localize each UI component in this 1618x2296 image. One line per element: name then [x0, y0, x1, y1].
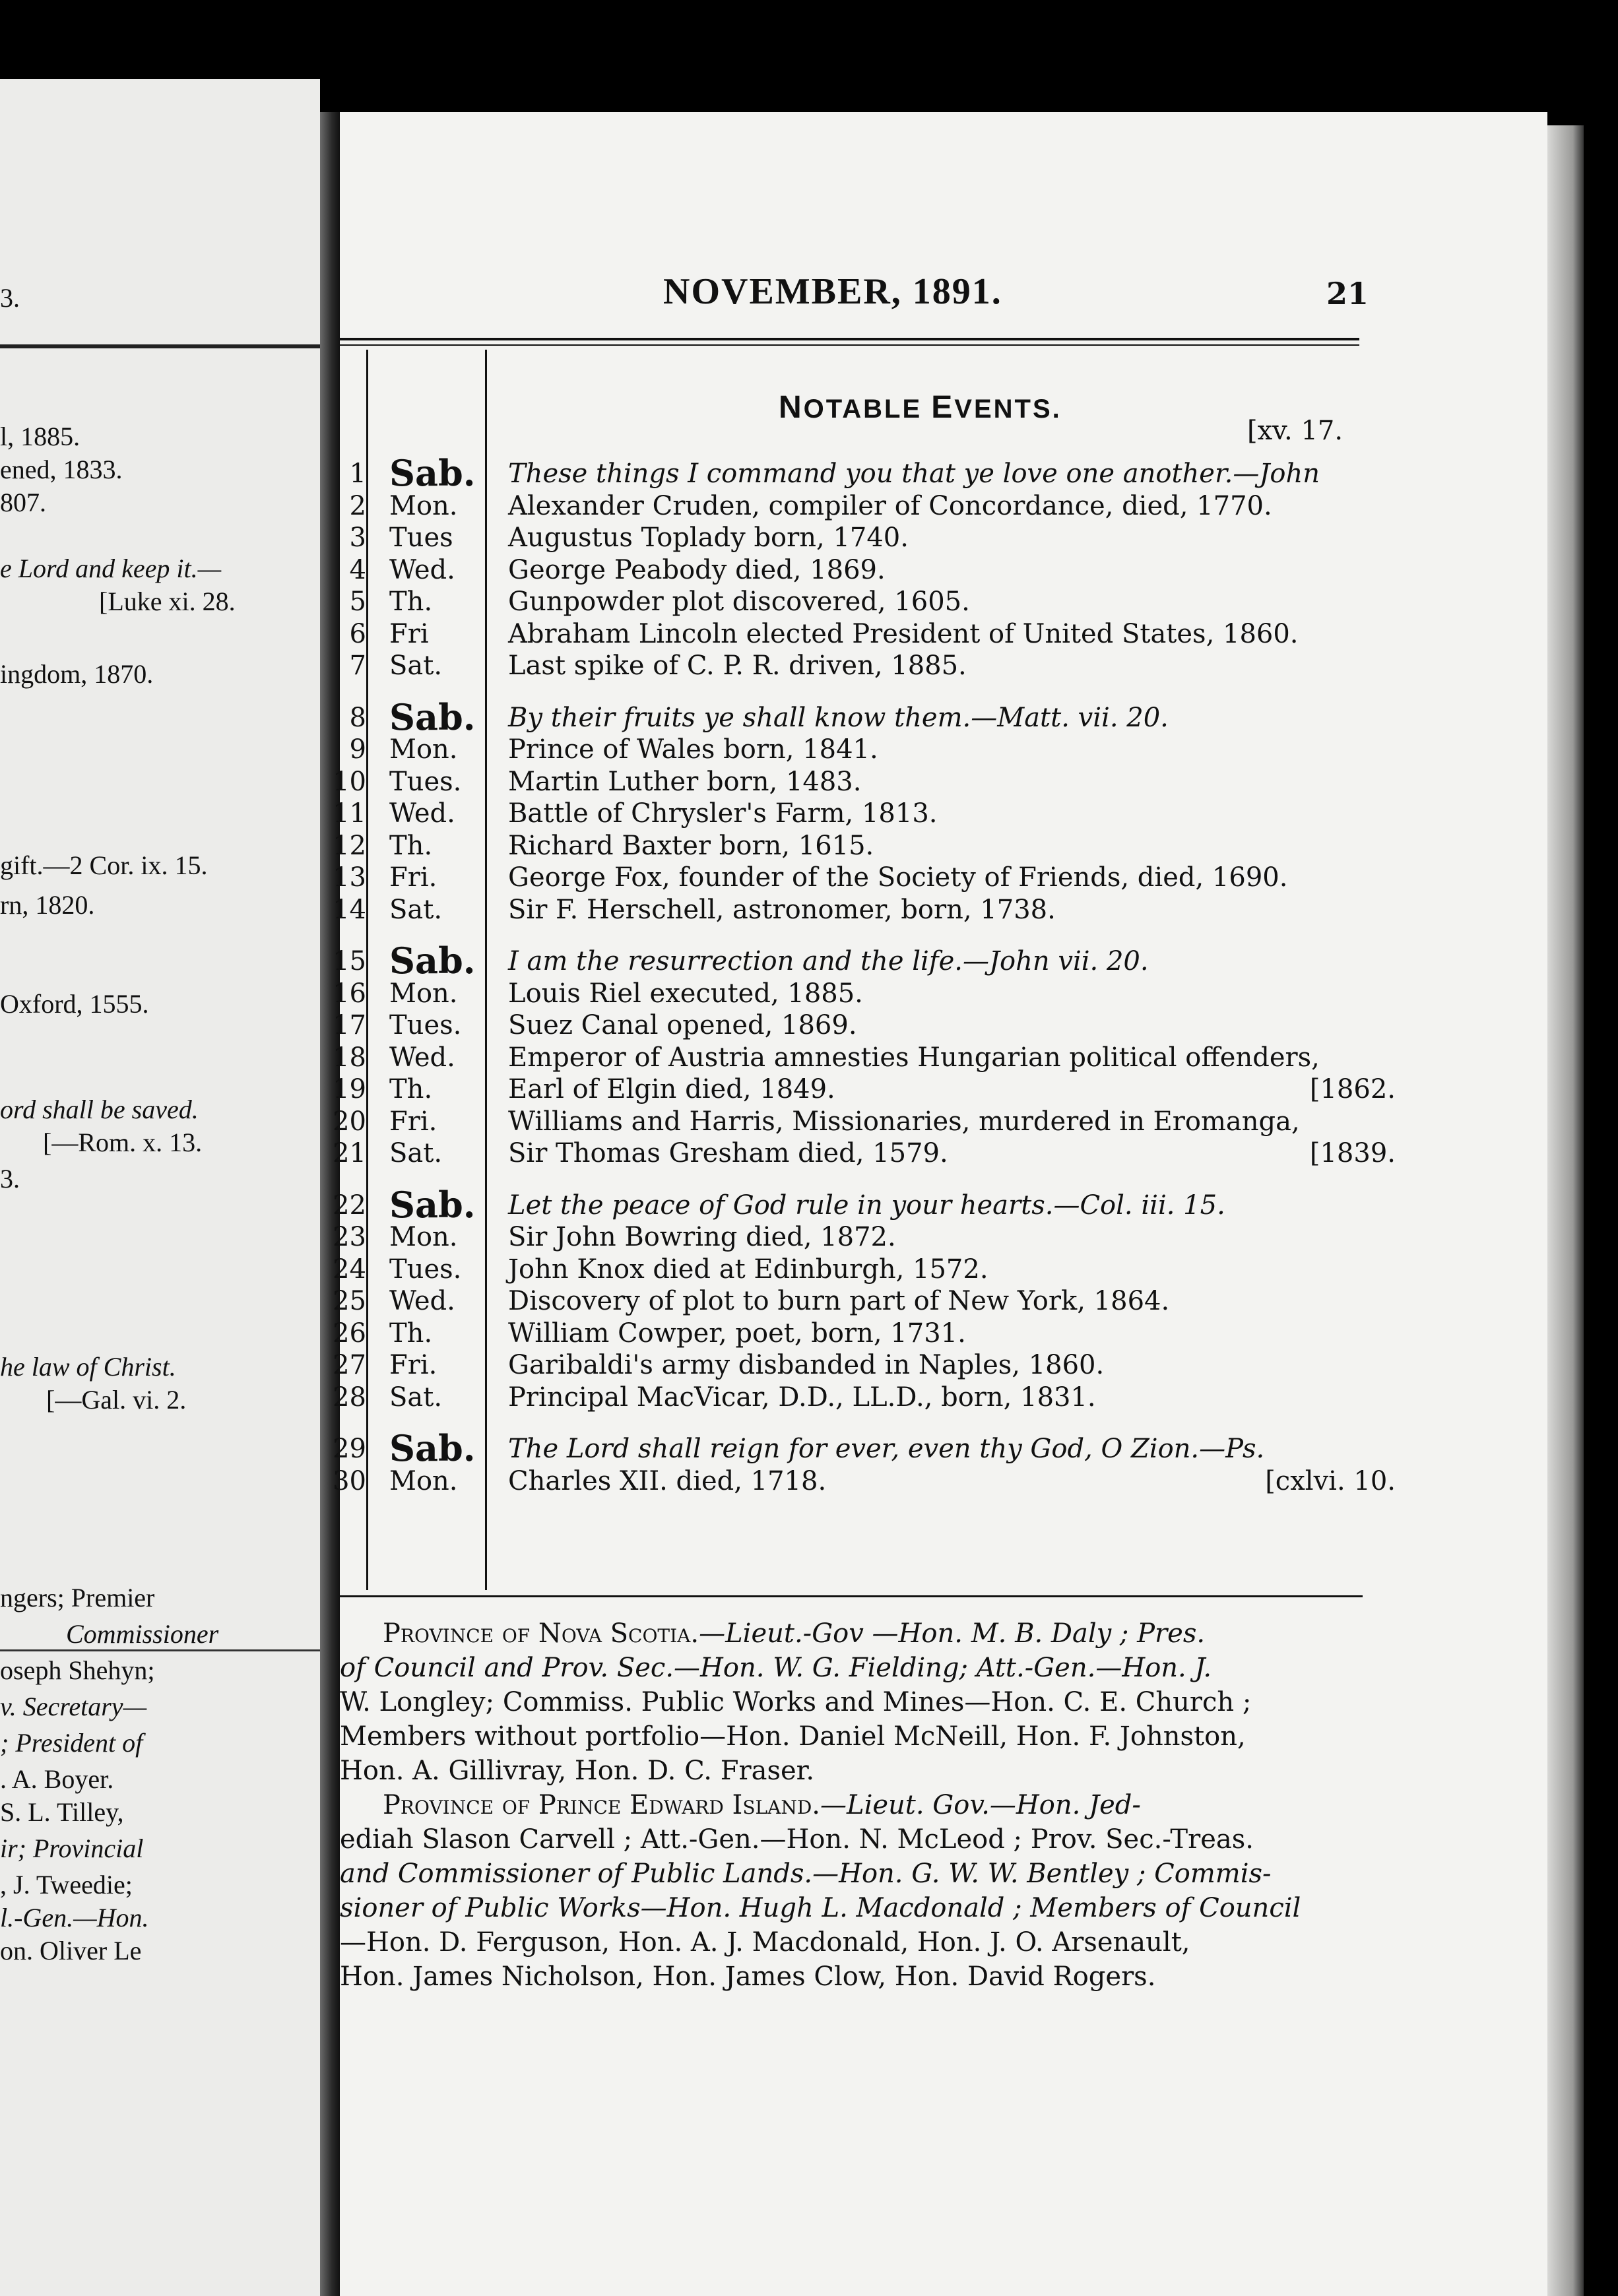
day-number: 28 — [333, 1382, 366, 1413]
page-number: 21 — [1326, 276, 1369, 311]
event-row — [340, 619, 1396, 651]
weekday-label: Wed. — [389, 1042, 455, 1073]
event-row — [340, 696, 1396, 738]
event-row — [340, 523, 1396, 554]
event-text: George Peabody died, 1869. — [508, 555, 886, 585]
scripture-text: By their fruits ye shall know them.—Matt. vii. 20. — [508, 703, 1169, 733]
event-row — [333, 1138, 1396, 1170]
event-row — [333, 1042, 1396, 1074]
weekday-label: Th. — [389, 1318, 433, 1349]
event-row — [333, 1350, 1396, 1382]
weekday-label: Th. — [389, 1074, 433, 1104]
event-text: Louis Riel executed, 1885. — [508, 978, 863, 1009]
sabbath-label: Sab. — [389, 1427, 476, 1469]
previous-page-line: ir; Provincial — [0, 1834, 144, 1863]
weekday-label: Mon. — [389, 1222, 458, 1252]
event-text: Williams and Harris, Missionaries, murdered in Eromanga, — [508, 1106, 1300, 1137]
previous-page-line: ingdom, 1870. — [0, 659, 154, 689]
scripture-text: I am the resurrection and the life.—John vii. 20. — [508, 946, 1149, 976]
event-row — [333, 895, 1396, 926]
event-text: Sir John Bowring died, 1872. — [508, 1222, 896, 1252]
day-number: 1 — [349, 459, 366, 489]
previous-page-line: 3. — [0, 283, 20, 313]
event-text: Gunpowder plot discovered, 1605. — [508, 587, 970, 617]
weekday-label: Tues. — [389, 1010, 462, 1040]
previous-page-line: , J. Tweedie; — [0, 1870, 133, 1899]
event-row — [340, 651, 1396, 682]
previous-page-line: ord shall be saved. — [0, 1095, 199, 1124]
day-number: 24 — [333, 1254, 366, 1285]
event-row — [333, 1427, 1396, 1469]
event-text: Charles XII. died, 1718. — [508, 1466, 827, 1496]
event-text: Earl of Elgin died, 1849. — [508, 1074, 835, 1104]
weekday-label: Tues. — [389, 1254, 462, 1285]
scripture-text: The Lord shall reign for ever, even thy God, O Zion.—Ps. — [508, 1434, 1265, 1464]
previous-page-line: oseph Shehyn; — [0, 1655, 155, 1685]
event-row — [333, 831, 1396, 862]
event-row — [333, 1106, 1396, 1138]
event-text: Abraham Lincoln elected President of United States, 1860. — [508, 619, 1299, 649]
weekday-label: Fri. — [389, 1106, 437, 1137]
weekday-label: Mon. — [389, 491, 458, 521]
event-row — [333, 1254, 1396, 1286]
event-text: Sir F. Herschell, astronomer, born, 1738. — [508, 895, 1056, 925]
continuation-ref: [cxlvi. 10. — [1265, 1466, 1396, 1496]
weekday-label: Tues. — [389, 767, 462, 797]
event-row — [333, 767, 1396, 798]
day-number: 18 — [333, 1042, 366, 1073]
day-number: 10 — [333, 767, 366, 797]
event-row — [340, 452, 1396, 494]
previous-page-fragment — [0, 79, 320, 2296]
day-number: 5 — [349, 587, 366, 617]
day-number: 2 — [349, 491, 366, 521]
previous-page-line: gift.—2 Cor. ix. 15. — [0, 850, 208, 880]
event-text: Sir Thomas Gresham died, 1579. — [508, 1138, 948, 1168]
event-row — [333, 940, 1396, 982]
weekday-label: Wed. — [389, 555, 455, 585]
weekday-label: Mon. — [389, 1466, 458, 1496]
event-text: Richard Baxter born, 1615. — [508, 831, 874, 861]
page-edge — [1547, 125, 1584, 2296]
event-text: Garibaldi's army disbanded in Naples, 1860. — [508, 1350, 1105, 1380]
event-text: George Fox, founder of the Society of Friends, died, 1690. — [508, 862, 1288, 893]
previous-page-line: he law of Christ. — [0, 1352, 176, 1382]
continuation-reference: [xv. 17. — [1247, 416, 1343, 446]
running-title: NOVEMBER, 1891. — [663, 271, 1002, 312]
day-number: 15 — [333, 946, 366, 976]
event-row — [333, 1318, 1396, 1350]
day-number: 11 — [333, 798, 366, 829]
weekday-label: Mon. — [389, 978, 458, 1009]
pei-head: Province of Prince Edward Island. — [383, 1790, 821, 1820]
previous-page-line: v. Secretary— — [0, 1692, 147, 1721]
header-rule-bottom — [340, 344, 1359, 346]
sabbath-label: Sab. — [389, 940, 476, 982]
event-row — [340, 555, 1396, 587]
weekday-label: Th. — [389, 831, 433, 861]
previous-page-line: Oxford, 1555. — [0, 989, 149, 1019]
day-number: 12 — [333, 831, 366, 861]
previous-page-line: Commissioner — [66, 1619, 219, 1649]
table-bottom-rule — [340, 1595, 1363, 1597]
event-row — [333, 978, 1396, 1010]
continuation-ref: [1862. — [1309, 1074, 1396, 1104]
previous-page-line: [—Rom. x. 13. — [43, 1128, 203, 1157]
event-text: Alexander Cruden, compiler of Concordance, died, 1770. — [508, 491, 1272, 521]
event-text: Battle of Chrysler's Farm, 1813. — [508, 798, 938, 829]
weekday-label: Fri. — [389, 1350, 437, 1380]
event-text: Principal MacVicar, D.D., LL.D., born, 1831. — [508, 1382, 1096, 1413]
previous-page-line: rn, 1820. — [0, 890, 95, 920]
pei-paragraph: Province of Prince Edward Island.—Lieut. Gov.—Hon. Jed- ediah Slason Carvell ; Att.-Gen.—Hon. N. McLeod ; Prov. Sec.-Treas. and Commissioner of Public Lands.—Hon. G. W. W. Bentley ; Commis- sioner of Public Works—Hon. Hugh L. Macdonald ; Members of Council —Hon. D. Ferguson, Hon. A. J. Macdonald, Hon. J. O. Arsenault, Hon. James Nicholson, Hon. James Clow, Hon. David Rogers. — [340, 1790, 1301, 1992]
day-number: 17 — [333, 1010, 366, 1040]
previous-page-rule-lower — [0, 1649, 320, 1651]
event-text: Discovery of plot to burn part of New York, 1864. — [508, 1286, 1170, 1316]
event-row — [333, 1466, 1396, 1498]
weekday-label: Fri. — [389, 862, 437, 893]
event-text: Augustus Toplady born, 1740. — [508, 523, 909, 553]
previous-page-line: l.-Gen.—Hon. — [0, 1903, 149, 1932]
weekday-label: Wed. — [389, 798, 455, 829]
sabbath-label: Sab. — [389, 696, 476, 738]
nova-scotia-head: Province of Nova Scotia. — [383, 1618, 699, 1649]
weekday-label: Th. — [389, 587, 433, 617]
scripture-text: These things I command you that ye love one another.—John — [508, 459, 1320, 489]
day-number: 27 — [333, 1350, 366, 1380]
day-number: 25 — [333, 1286, 366, 1316]
weekday-label: Sat. — [389, 651, 443, 681]
previous-page-line: ened, 1833. — [0, 455, 123, 484]
day-number: 20 — [333, 1106, 366, 1137]
day-number: 6 — [349, 619, 366, 649]
event-row — [333, 862, 1396, 894]
weekday-label: Tues — [389, 523, 453, 553]
event-row — [333, 1222, 1396, 1254]
weekday-label: Sat. — [389, 1138, 443, 1168]
event-text: John Knox died at Edinburgh, 1572. — [508, 1254, 988, 1285]
previous-page-line: [Luke xi. 28. — [99, 587, 236, 616]
previous-page-line: e Lord and keep it.— — [0, 554, 222, 583]
day-number: 8 — [349, 703, 366, 733]
day-number: 13 — [333, 862, 366, 893]
day-number: 21 — [333, 1138, 366, 1168]
scripture-text: Let the peace of God rule in your hearts.—Col. iii. 15. — [508, 1190, 1225, 1221]
sabbath-label: Sab. — [389, 1184, 476, 1226]
previous-page-line: on. Oliver Le — [0, 1936, 142, 1965]
header-rule-top — [340, 338, 1359, 340]
event-text: Last spike of C. P. R. driven, 1885. — [508, 651, 967, 681]
day-number: 23 — [333, 1222, 366, 1252]
day-number: 9 — [349, 734, 366, 765]
previous-page-line: S. L. Tilley, — [0, 1797, 124, 1827]
weekday-label: Fri — [389, 619, 429, 649]
event-text: Emperor of Austria amnesties Hungarian political offenders, — [508, 1042, 1320, 1073]
event-text: William Cowper, poet, born, 1731. — [508, 1318, 966, 1349]
event-row — [333, 1382, 1396, 1414]
event-row — [333, 1074, 1396, 1106]
sabbath-label: Sab. — [389, 452, 476, 494]
day-number: 29 — [333, 1434, 366, 1464]
continuation-ref: [1839. — [1309, 1138, 1396, 1168]
day-number: 3 — [349, 523, 366, 553]
day-number: 4 — [349, 555, 366, 585]
event-row — [333, 1286, 1396, 1318]
day-number: 7 — [349, 651, 366, 681]
previous-page-line: l, 1885. — [0, 422, 81, 451]
weekday-label: Mon. — [389, 734, 458, 765]
event-row — [340, 734, 1396, 766]
table-heading: NOTABLE EVENTS. — [779, 390, 1062, 425]
day-number: 26 — [333, 1318, 366, 1349]
previous-page-line: ngers; Premier — [0, 1583, 155, 1612]
event-row — [333, 1010, 1396, 1042]
previous-page-line: 807. — [0, 488, 46, 517]
day-number: 14 — [333, 895, 366, 925]
event-text: Prince of Wales born, 1841. — [508, 734, 878, 765]
event-row — [340, 491, 1396, 523]
weekday-label: Sat. — [389, 895, 443, 925]
previous-page-line: [—Gal. vi. 2. — [46, 1385, 187, 1415]
event-text: Martin Luther born, 1483. — [508, 767, 862, 797]
day-number: 16 — [333, 978, 366, 1009]
day-number: 30 — [333, 1466, 366, 1496]
weekday-label: Wed. — [389, 1286, 455, 1316]
nova-scotia-paragraph: Province of Nova Scotia.—Lieut.-Gov —Hon. M. B. Daly ; Pres. of Council and Prov. Sec.—Hon. W. G. Fielding; Att.-Gen.—Hon. J. W. Longley; Commiss. Public Works and Mines—Hon. C. E. Church ; Members without portfolio—Hon. Daniel McNeill, Hon. F. Johnston, Hon. A. Gillivray, Hon. D. C. Fraser. — [340, 1618, 1252, 1786]
day-number: 22 — [333, 1190, 366, 1221]
event-text: Suez Canal opened, 1869. — [508, 1010, 857, 1040]
previous-page-line: ; President of — [0, 1728, 143, 1758]
event-row — [333, 798, 1396, 830]
event-row — [333, 1184, 1396, 1226]
weekday-label: Sat. — [389, 1382, 443, 1413]
previous-page-line: . A. Boyer. — [0, 1764, 114, 1794]
day-number: 19 — [333, 1074, 366, 1104]
event-row — [340, 587, 1396, 618]
previous-page-rule — [0, 344, 320, 348]
previous-page-line: 3. — [0, 1164, 20, 1194]
